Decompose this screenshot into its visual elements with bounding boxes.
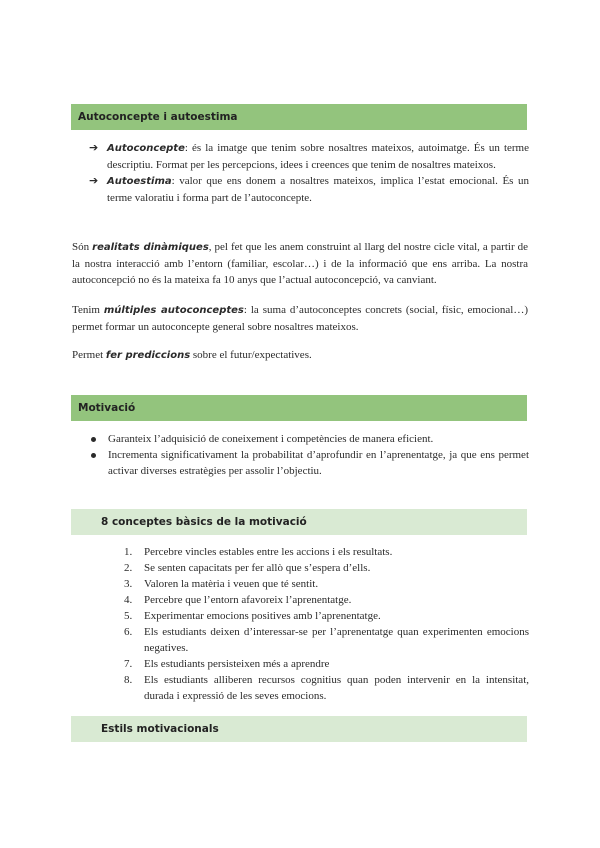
section-heading-autoconcepte: Autoconcepte i autoestima <box>71 104 527 130</box>
list-item: 3. Valoren la matèria i veuen que té sentit. <box>124 578 319 590</box>
list-item: 6. Els estudiants deixen d’interessar-se per l’aprenentatge quan experimenten emocions negatives. <box>124 626 529 654</box>
arrow-icon: ➔ <box>89 141 99 154</box>
list-item: ➔ Autoestima: valor que ens donem a nosaltres mateixos, implica l’estat emocional. És un terme valoratiu i forma part de l’autoconcepte. <box>89 174 529 204</box>
paragraph-prediccions: Permet fer prediccions sobre el futur/expectatives. <box>72 349 312 361</box>
list-item: Incrementa significativament la probabilitat d’aprofundir en l’aprenentatge, ja que ens permet activar diverses estratègies per assolir l’objectiu. <box>89 447 529 479</box>
list-item: 4. Percebre que l’entorn afavoreix l’aprenentatge. <box>124 594 352 606</box>
list-item: ➔ Autoconcepte: és la imatge que tenim sobre nosaltres mateixos, autoimatge. És un terme descriptiu. Format per les percepcions, idees i creences que tenim de nosaltres mateixos. <box>89 141 529 171</box>
list-item: 1. Percebre vincles estables entre les accions i els resultats. <box>124 546 393 558</box>
section-heading-motivacio: Motivació <box>71 395 527 421</box>
motivation-list <box>89 431 529 479</box>
paragraph-realitats: Són realitats dinàmiques, pel fet que les anem construint al llarg del nostre cicle vital, a partir de la nostra interacció amb l’entorn (familiar, escolar…) i de la informació que ens arriba. La nostra autoconcepció no és la mateixa fa 10 anys que l’actual autoconcepció, va canviant. <box>72 241 529 286</box>
list-item: Garanteix l’adquisició de coneixement i competències de manera eficient. <box>89 431 529 447</box>
subsection-heading-estils: Estils motivacionals <box>71 716 527 742</box>
definitions-list <box>89 140 529 206</box>
bullet-icon <box>91 453 96 458</box>
bullet-icon <box>91 437 96 442</box>
list-item: 8. Els estudiants alliberen recursos cognitius quan poden intervenir en la intensitat, durada i expressió de les seves emocions. <box>124 674 529 702</box>
concepts-list <box>124 544 529 704</box>
list-item: 5. Experimentar emocions positives amb l’aprenentatge. <box>124 610 381 622</box>
list-item: 2. Se senten capacitats per fer allò que s’espera d’ells. <box>124 562 371 574</box>
arrow-icon: ➔ <box>89 174 99 187</box>
paragraph-multiples: Tenim múltiples autoconceptes: la suma d’autoconceptes concrets (social, físic, emocional…) permet formar un autoconcepte general sobre nosaltres mateixos. <box>72 304 528 333</box>
subsection-heading-conceptes: 8 conceptes bàsics de la motivació <box>71 509 527 535</box>
list-item: 7. Els estudiants persisteixen més a aprendre <box>124 658 330 670</box>
